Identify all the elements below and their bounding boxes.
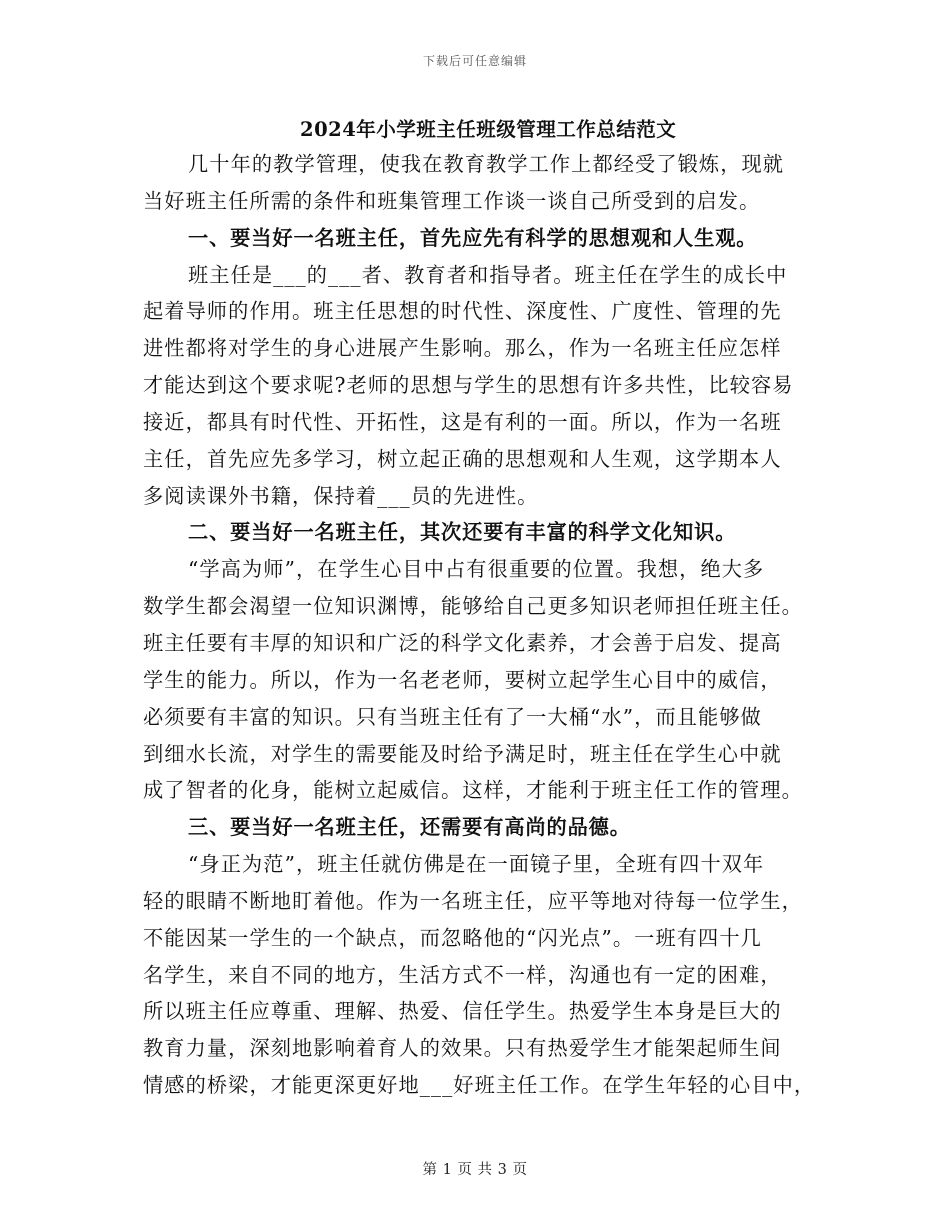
paragraph-line: 教育力量，深刻地影响着育人的效果。只有热爱学生才能架起师生间: [143, 1036, 782, 1061]
document-title: 2024年小学班主任班级管理工作总结范文: [300, 118, 677, 141]
paragraph-line: 多阅读课外书籍，保持着___员的先进性。: [143, 483, 539, 508]
paragraph-line: 不能因某一学生的一个缺点，而忽略他的“闪光点”。一班有四十几: [143, 925, 762, 950]
paragraph-line: “学高为师”，在学生心目中占有很重要的位置。我想，绝大多: [188, 557, 765, 582]
paragraph-line: 所以班主任应尊重、理解、热爱、信任学生。热爱学生本身是巨大的: [143, 999, 782, 1024]
paragraph-line: 才能达到这个要求呢?老师的思想与学生的思想有许多共性，比较容易: [143, 373, 794, 398]
paragraph-line: 起着导师的作用。班主任思想的时代性、深度性、广度性、管理的先: [143, 299, 782, 324]
paragraph-line: 到细水长流，对学生的需要能及时给予满足时，班主任在学生心中就: [143, 741, 782, 766]
paragraph-line: 必须要有丰富的知识。只有当班主任有了一大桶“水”，而且能够做: [143, 704, 762, 729]
page-footer: 第 1 页 共 3 页: [422, 1162, 528, 1178]
paragraph-line: 主任，首先应先多学习，树立起正确的思想观和人生观，这学期本人: [143, 446, 782, 471]
paragraph-line: 当好班主任所需的条件和班集管理工作谈一谈自己所受到的启发。: [143, 188, 761, 213]
section-heading: 一、要当好一名班主任，首先应先有科学的思想观和人生观。: [188, 225, 758, 250]
paragraph-line: 数学生都会渴望一位知识渊博，能够给自己更多知识老师担任班主任。: [143, 594, 803, 619]
document-body: [143, 146, 833, 1104]
paragraph-line: 班主任要有丰厚的知识和广泛的科学文化素养，才会善于启发、提高: [143, 630, 782, 655]
paragraph-line: 名学生，来自不同的地方，生活方式不一样，沟通也有一定的困难，: [143, 962, 782, 987]
paragraph-line: 成了智者的化身，能树立起威信。这样，才能利于班主任工作的管理。: [143, 778, 803, 803]
section-heading: 二、要当好一名班主任，其次还要有丰富的科学文化知识。: [188, 520, 737, 545]
paragraph-line: 进性都将对学生的身心进展产生影响。那么，作为一名班主任应怎样: [143, 336, 782, 361]
paragraph-line: 班主任是___的___者、教育者和指导者。班主任在学生的成长中: [188, 262, 788, 287]
paragraph-line: “身正为范”，班主任就仿佛是在一面镜子里，全班有四十双年: [188, 852, 765, 877]
paragraph-line: 学生的能力。所以，作为一名老老师，要树立起学生心目中的威信，: [143, 667, 782, 692]
paragraph-line: 轻的眼睛不断地盯着他。作为一名班主任，应平等地对待每一位学生，: [143, 888, 803, 913]
paragraph-line: 几十年的教学管理，使我在教育教学工作上都经受了锻炼，现就: [188, 152, 785, 176]
paragraph-line: 情感的桥梁，才能更深更好地___好班主任工作。在学生年轻的心目中，: [143, 1073, 816, 1098]
header-note: 下载后可任意编辑: [422, 54, 527, 68]
paragraph-line: 接近，都具有时代性、开拓性，这是有利的一面。所以，作为一名班: [143, 409, 782, 434]
section-heading: 三、要当好一名班主任，还需要有高尚的品德。: [188, 815, 631, 840]
